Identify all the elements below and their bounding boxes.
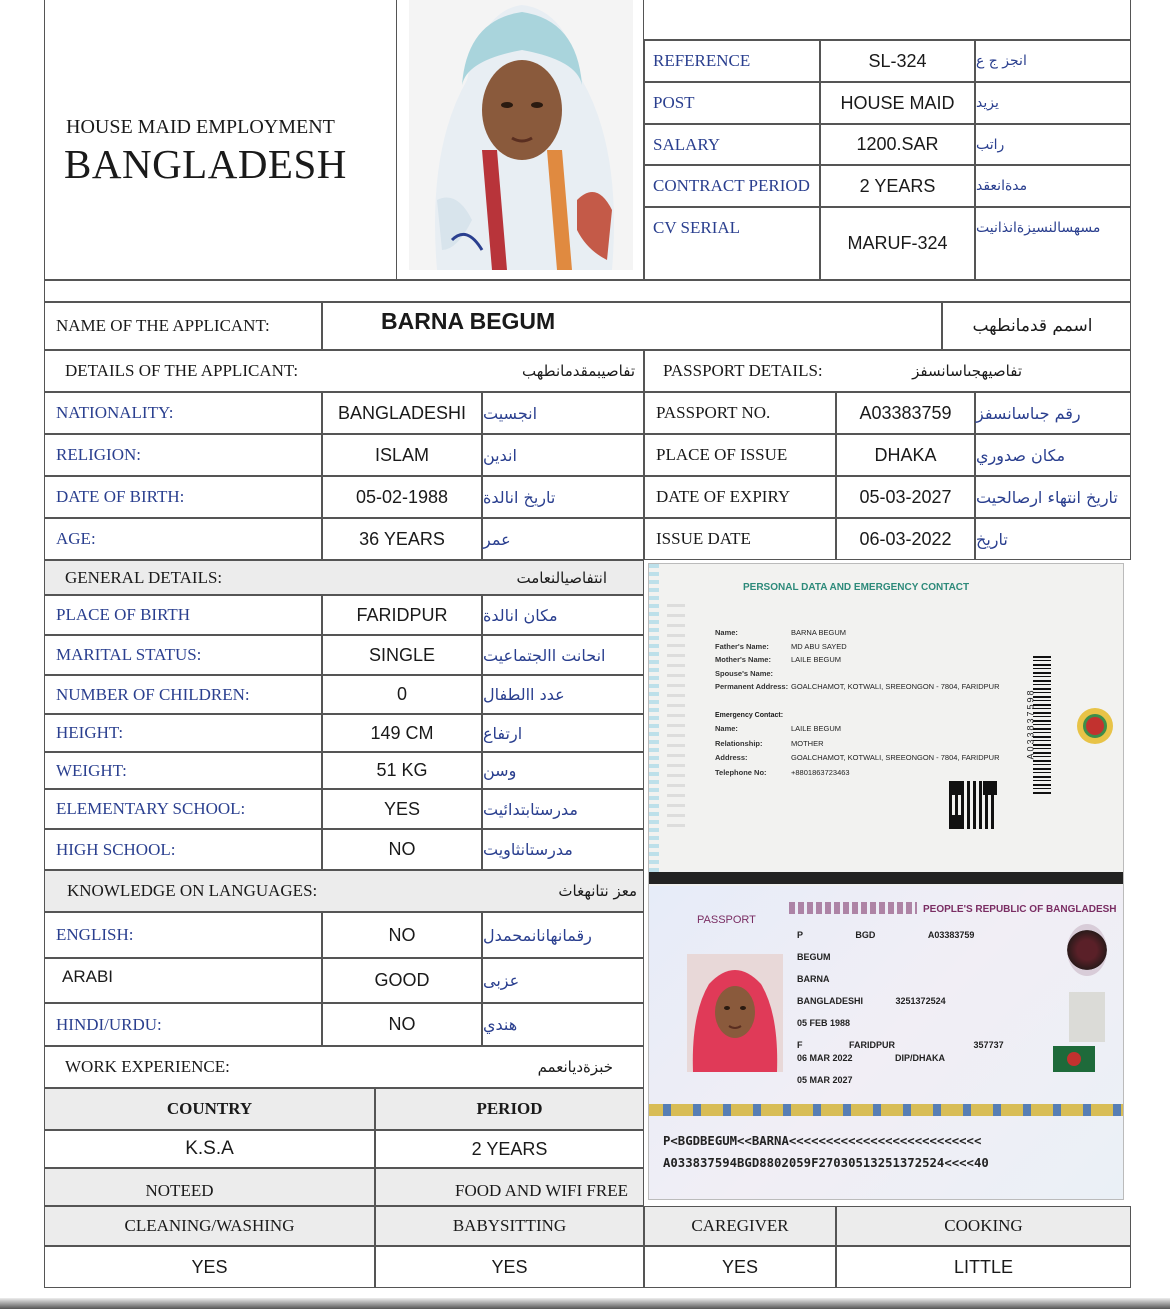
passport-arabic: تاريخ انتهاء ارصالحيت xyxy=(975,476,1131,518)
barcode xyxy=(1033,656,1051,796)
skill-value: YES xyxy=(375,1246,644,1288)
passport-value: DHAKA xyxy=(836,434,975,476)
work-col-country: COUNTRY xyxy=(44,1088,375,1130)
ghost-photo xyxy=(1069,992,1105,1042)
detail-arabic: عمر xyxy=(482,518,644,560)
general-label: WEIGHT: xyxy=(44,752,322,789)
emergency-field-key: Relationship: xyxy=(715,738,763,748)
scan-field-value: GOALCHAMOT, KOTWALI, SREEONGON - 7804, FARIDPUR xyxy=(791,682,1000,692)
languages-header xyxy=(44,870,644,912)
info-arabic: انجز ج ع xyxy=(975,40,1131,82)
bio-pob: FARIDPUR xyxy=(849,1040,896,1050)
separator-row xyxy=(44,280,1131,302)
detail-arabic: تاريخ انالدة xyxy=(482,476,644,518)
info-arabic: مسهسالنسيزةانذانيت xyxy=(975,207,1131,280)
passport-header xyxy=(644,350,1131,392)
applicant-name-arabic: اسمم قدمانطهب xyxy=(942,302,1131,350)
mrz-line-2: A033837594BGD8802059F27030513251372524<<<<40 xyxy=(663,1156,989,1170)
language-arabic: رقمانهانانمحمدل xyxy=(482,912,644,958)
detail-value: 36 YEARS xyxy=(322,518,482,560)
detail-value: 05-02-1988 xyxy=(322,476,482,518)
applicant-name: BARNA BEGUM xyxy=(322,302,942,350)
passport-scan xyxy=(648,563,1124,1200)
bio-type: P xyxy=(797,930,803,940)
name-label: NAME OF THE APPLICANT: xyxy=(44,302,322,350)
work-col-period: PERIOD xyxy=(375,1088,644,1130)
language-value: NO xyxy=(322,1003,482,1046)
note-value: FOOD AND WIFI FREE xyxy=(375,1168,644,1206)
skill-label: CAREGIVER xyxy=(644,1206,836,1246)
info-label: CONTRACT PERIOD xyxy=(644,165,820,207)
work-header-arabic: خبزةديانعمم xyxy=(537,1058,613,1076)
bio-dob: 05 FEB 1988 xyxy=(797,1018,851,1028)
info-value: 2 YEARS xyxy=(820,165,975,207)
work-country: K.S.A xyxy=(44,1130,375,1168)
passport-top-title: PERSONAL DATA AND EMERGENCY CONTACT xyxy=(743,582,970,593)
passport-label: ISSUE DATE xyxy=(644,518,836,560)
scan-field-key: Permanent Address: xyxy=(715,682,789,692)
info-label: REFERENCE xyxy=(644,40,820,82)
emergency-title: Emergency Contact: xyxy=(715,712,784,719)
scan-field-key: Father's Name: xyxy=(715,641,769,651)
detail-label: NATIONALITY: xyxy=(44,392,322,434)
emergency-field-key: Telephone No: xyxy=(715,768,767,778)
detail-label: AGE: xyxy=(44,518,322,560)
language-value: GOOD xyxy=(322,958,482,1003)
bio-authority: DIP/DHAKA xyxy=(895,1053,946,1063)
general-header-label: GENERAL DETAILS: xyxy=(65,567,223,587)
general-arabic: مدرستابتدائيت xyxy=(482,789,644,829)
scan-field-value: MD ABU SAYED xyxy=(791,641,847,651)
general-label: MARITAL STATUS: xyxy=(44,635,322,675)
detail-value: ISLAM xyxy=(322,434,482,476)
general-header xyxy=(44,560,644,595)
general-label: NUMBER OF CHILDREN: xyxy=(44,675,322,714)
language-arabic: هندي xyxy=(482,1003,644,1046)
emergency-fields xyxy=(715,722,1000,781)
passport-chip-icon xyxy=(1067,924,1107,976)
detail-label: RELIGION: xyxy=(44,434,322,476)
bottom-shadow xyxy=(0,1298,1170,1309)
barcode-number: A033837598 xyxy=(1025,688,1036,760)
general-header-arabic: انتفاصيالنعامت xyxy=(516,568,607,587)
language-label: ARABI xyxy=(44,958,322,1003)
page-title: BANGLADESH xyxy=(64,141,347,187)
language-value: NO xyxy=(322,912,482,958)
emergency-field-key: Name: xyxy=(715,724,738,733)
general-label: HIGH SCHOOL: xyxy=(44,829,322,870)
bio-passport-word: PASSPORT xyxy=(697,914,756,926)
info-arabic: مدةانعقد xyxy=(975,165,1131,207)
bio-given: BARNA xyxy=(797,974,830,984)
bio-sex: F xyxy=(797,1040,803,1050)
passport-label: DATE OF EXPIRY xyxy=(644,476,836,518)
general-value: YES xyxy=(322,789,482,829)
general-arabic: عدد االطفال xyxy=(482,675,644,714)
passport-arabic: تاريخ xyxy=(975,518,1131,560)
general-value: NO xyxy=(322,829,482,870)
general-arabic: وسن xyxy=(482,752,644,789)
general-label: PLACE OF BIRTH xyxy=(44,595,322,635)
work-header-label: WORK EXPERIENCE: xyxy=(65,1057,230,1076)
bio-issue: 06 MAR 2022 xyxy=(797,1053,853,1063)
applicant-photo xyxy=(396,0,644,280)
skill-value: YES xyxy=(644,1246,836,1288)
language-arabic: عزبى xyxy=(482,958,644,1003)
bio-number: A03383759 xyxy=(927,930,975,940)
bio-expiry: 05 MAR 2027 xyxy=(797,1075,853,1085)
info-label: CV SERIAL xyxy=(644,207,820,280)
mrz-lines xyxy=(663,1130,989,1174)
note-label: NOTEED xyxy=(44,1168,375,1206)
skill-label: BABYSITTING xyxy=(375,1206,644,1246)
detail-arabic: اندين xyxy=(482,434,644,476)
scan-field-value: LAILE BEGUM xyxy=(791,655,842,665)
detail-value: BANGLADESHI xyxy=(322,392,482,434)
passport-value: 06-03-2022 xyxy=(836,518,975,560)
bio-surname: BEGUM xyxy=(797,952,831,962)
emergency-field-key: Address: xyxy=(715,753,748,763)
emergency-field-value: GOALCHAMOT, KOTWALI, SREEONGON - 7804, FARIDPUR xyxy=(791,753,1000,763)
details-header xyxy=(44,350,644,392)
info-arabic: راتب xyxy=(975,124,1131,165)
passport-label: PLACE OF ISSUE xyxy=(644,434,836,476)
passport-arabic: رقم جىاسانسفز xyxy=(975,392,1131,434)
general-arabic: مدرستانثاويت xyxy=(482,829,644,870)
general-value: FARIDPUR xyxy=(322,595,482,635)
info-value: SL-324 xyxy=(820,40,975,82)
passport-data-page xyxy=(649,564,1124,884)
bio-prev: 357737 xyxy=(973,1040,1004,1050)
emergency-field-value: +8801863723463 xyxy=(791,768,850,778)
scan-field-key: Name: xyxy=(715,628,738,637)
bio-header: PEOPLE'S REPUBLIC OF BANGLADESH xyxy=(923,904,1117,915)
general-arabic: ارتفاع xyxy=(482,714,644,752)
general-label: HEIGHT: xyxy=(44,714,322,752)
info-value: HOUSE MAID xyxy=(820,82,975,124)
bio-photo xyxy=(687,954,783,1072)
info-value: 1200.SAR xyxy=(820,124,975,165)
language-label: HINDI/URDU: xyxy=(44,1003,322,1046)
passport-arabic: مكان صدوري xyxy=(975,434,1131,476)
passport-header-arabic: تفاصيهجىاسانسفز xyxy=(912,362,1022,380)
bio-personal-no: 3251372524 xyxy=(895,996,946,1006)
detail-arabic: انجسيت xyxy=(482,392,644,434)
emblem-icon xyxy=(1077,708,1113,744)
work-period: 2 YEARS xyxy=(375,1130,644,1168)
skill-label: CLEANING/WASHING xyxy=(44,1206,375,1246)
passport-value: A03383759 xyxy=(836,392,975,434)
details-header-label: DETAILS OF THE APPLICANT: xyxy=(65,361,299,380)
passport-value: 05-03-2027 xyxy=(836,476,975,518)
passport-bio-page xyxy=(649,886,1124,1200)
general-value: SINGLE xyxy=(322,635,482,675)
mrz-line-1: P<BGDBEGUM<<BARNA<<<<<<<<<<<<<<<<<<<<<<<<<< xyxy=(663,1134,982,1148)
detail-label: DATE OF BIRTH: xyxy=(44,476,322,518)
info-value: MARUF-324 xyxy=(820,207,975,280)
scan-field-key: Spouse's Name: xyxy=(715,668,774,678)
scan-field-key: Mother's Name: xyxy=(715,655,771,665)
languages-header-arabic: معز نتانهغاث xyxy=(558,882,637,900)
skill-label: COOKING xyxy=(836,1206,1131,1246)
flag-icon xyxy=(1053,1046,1095,1072)
skill-value: YES xyxy=(44,1246,375,1288)
info-label: POST xyxy=(644,82,820,124)
emergency-field-value: MOTHER xyxy=(791,738,824,748)
info-label: SALARY xyxy=(644,124,820,165)
general-arabic: انحانت االجتماعيت xyxy=(482,635,644,675)
qr-code-icon xyxy=(949,781,997,829)
skill-value: LITTLE xyxy=(836,1246,1131,1288)
general-label: ELEMENTARY SCHOOL: xyxy=(44,789,322,829)
emergency-field-value: LAILE BEGUM xyxy=(791,724,842,733)
general-value: 0 xyxy=(322,675,482,714)
header-subtitle: HOUSE MAID EMPLOYMENT xyxy=(66,116,335,138)
work-header xyxy=(44,1046,644,1088)
languages-header-label: KNOWLEDGE ON LANGUAGES: xyxy=(67,881,318,900)
general-value: 149 CM xyxy=(322,714,482,752)
bio-nationality: BANGLADESHI xyxy=(797,996,864,1006)
passport-label: PASSPORT NO. xyxy=(644,392,836,434)
personal-fields xyxy=(715,626,1000,694)
bio-country: BGD xyxy=(855,930,876,940)
info-arabic: يزيد xyxy=(975,82,1131,124)
details-header-arabic: تفاصيبمقدمانطهب xyxy=(522,362,635,380)
scan-field-value: BARNA BEGUM xyxy=(791,628,847,637)
general-arabic: مكان انالدة xyxy=(482,595,644,635)
language-label: ENGLISH: xyxy=(44,912,322,958)
passport-header-label: PASSPORT DETAILS: xyxy=(663,361,823,380)
general-value: 51 KG xyxy=(322,752,482,789)
